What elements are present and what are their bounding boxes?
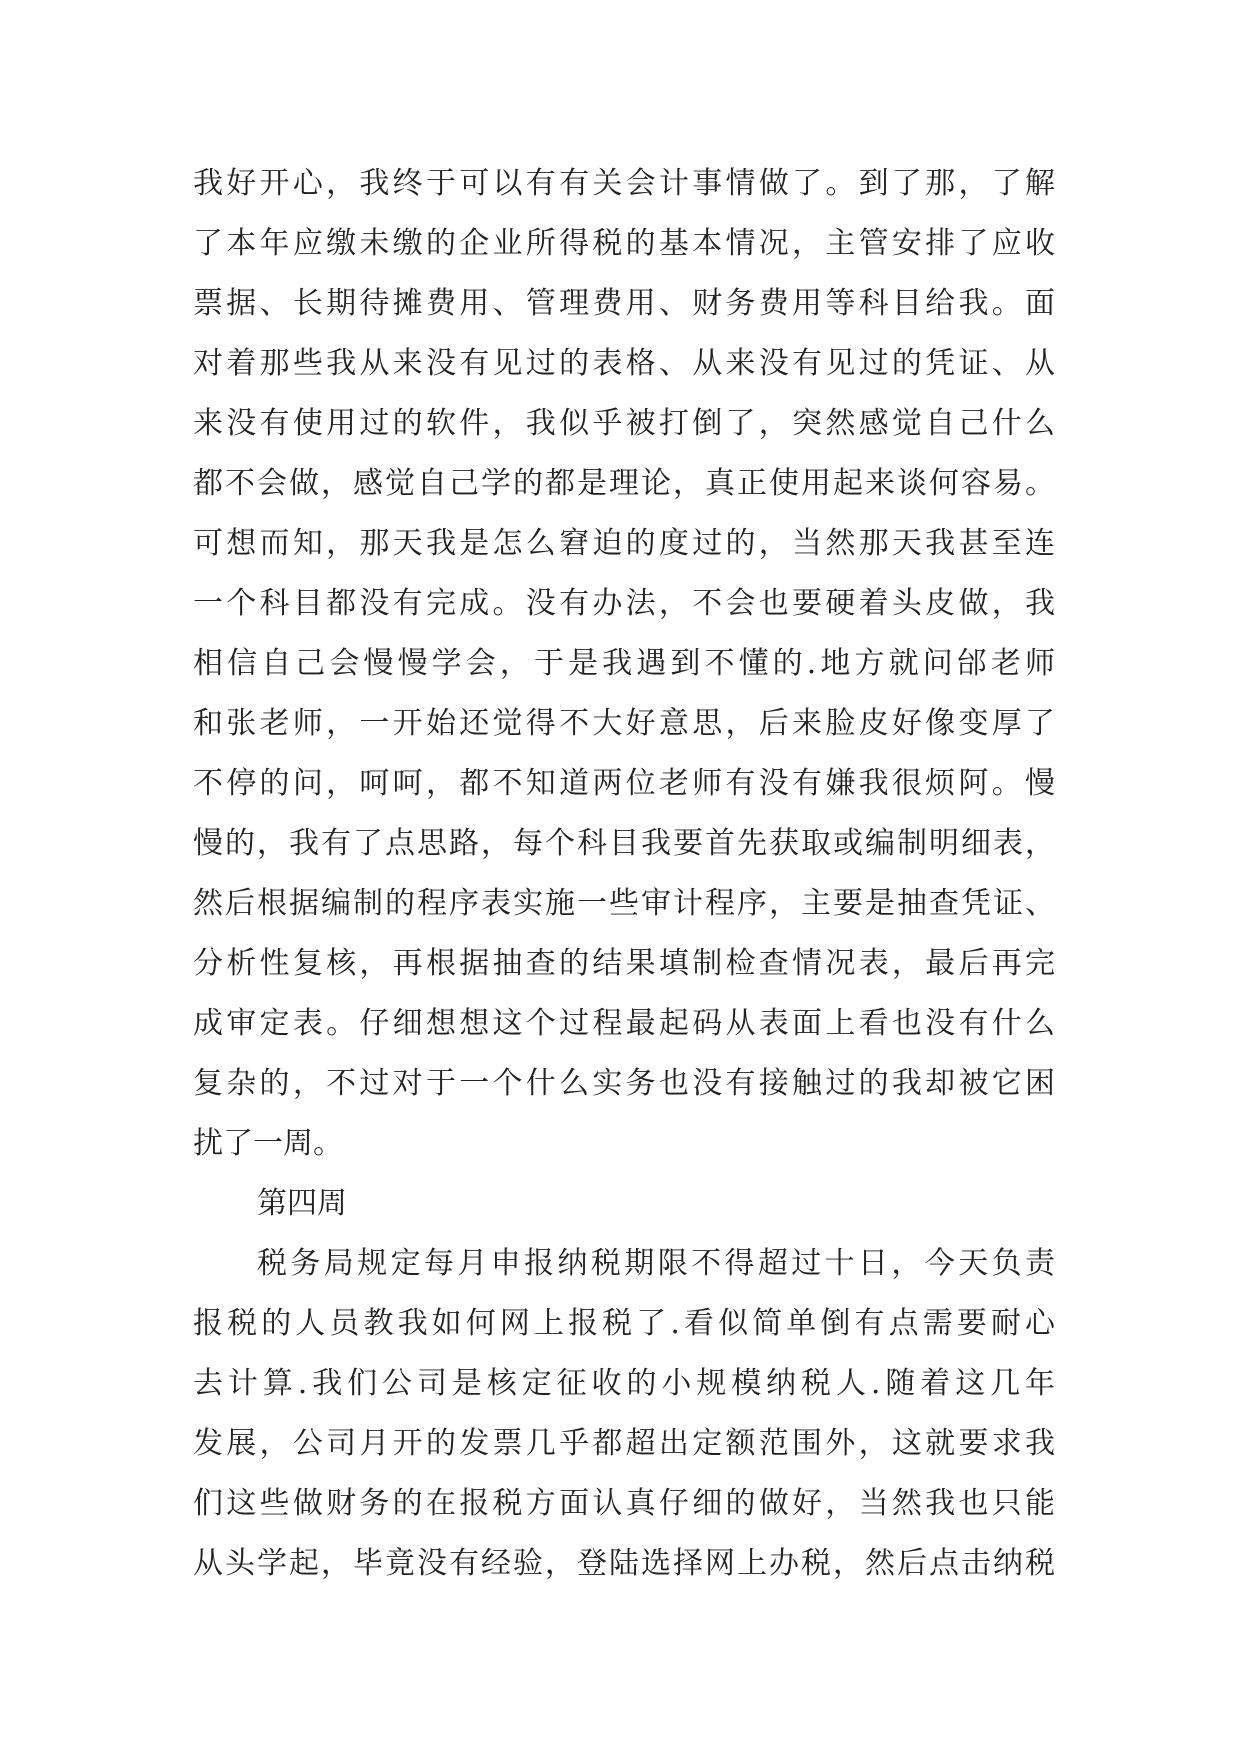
text-line: 税务局规定每月申报纳税期限不得超过十日，今天负责 [257, 1246, 1055, 1281]
text-line: 了本年应缴未缴的企业所得税的基本情况，主管安排了应收 [193, 226, 1055, 261]
text-line: 都不会做，感觉自己学的都是理论，真正使用起来谈何容易。 [193, 466, 1055, 501]
text-line: 从头学起，毕竟没有经验，登陆选择网上办税，然后点击纳税 [193, 1546, 1055, 1581]
text-line: 成审定表。仔细想想这个过程最起码从表面上看也没有什么 [193, 1006, 1055, 1041]
text-line: 可想而知，那天我是怎么窘迫的度过的，当然那天我甚至连 [193, 526, 1055, 561]
text-line: 复杂的，不过对于一个什么实务也没有接触过的我却被它困 [193, 1066, 1055, 1101]
text-line: 去计算.我们公司是核定征收的小规模纳税人.随着这几年 [193, 1366, 1055, 1401]
document-body [193, 154, 1055, 1594]
text-line: 报税的人员教我如何网上报税了.看似简单倒有点需要耐心 [193, 1306, 1055, 1341]
section-heading: 第四周 [257, 1186, 347, 1221]
text-line: 不停的问，呵呵，都不知道两位老师有没有嫌我很烦阿。慢 [193, 766, 1055, 801]
text-line: 分析性复核，再根据抽查的结果填制检查情况表，最后再完 [193, 946, 1055, 981]
text-line: 票据、长期待摊费用、管理费用、财务费用等科目给我。面 [193, 286, 1055, 321]
text-line: 扰了一周。 [193, 1126, 343, 1161]
text-line: 我好开心，我终于可以有有关会计事情做了。到了那，了解 [193, 166, 1055, 201]
text-line: 发展，公司月开的发票几乎都超出定额范围外，这就要求我 [193, 1426, 1055, 1461]
text-line: 一个科目都没有完成。没有办法，不会也要硬着头皮做，我 [193, 586, 1055, 621]
text-line: 慢的，我有了点思路，每个科目我要首先获取或编制明细表， [193, 826, 1055, 861]
text-line: 相信自己会慢慢学会，于是我遇到不懂的.地方就问邰老师 [193, 646, 1055, 681]
text-line: 来没有使用过的软件，我似乎被打倒了，突然感觉自己什么 [193, 406, 1055, 441]
text-line: 和张老师，一开始还觉得不大好意思，后来脸皮好像变厚了 [193, 706, 1055, 741]
text-line: 对着那些我从来没有见过的表格、从来没有见过的凭证、从 [193, 346, 1055, 381]
text-line: 们这些做财务的在报税方面认真仔细的做好，当然我也只能 [193, 1486, 1055, 1521]
text-line: 然后根据编制的程序表实施一些审计程序，主要是抽查凭证、 [193, 886, 1055, 921]
